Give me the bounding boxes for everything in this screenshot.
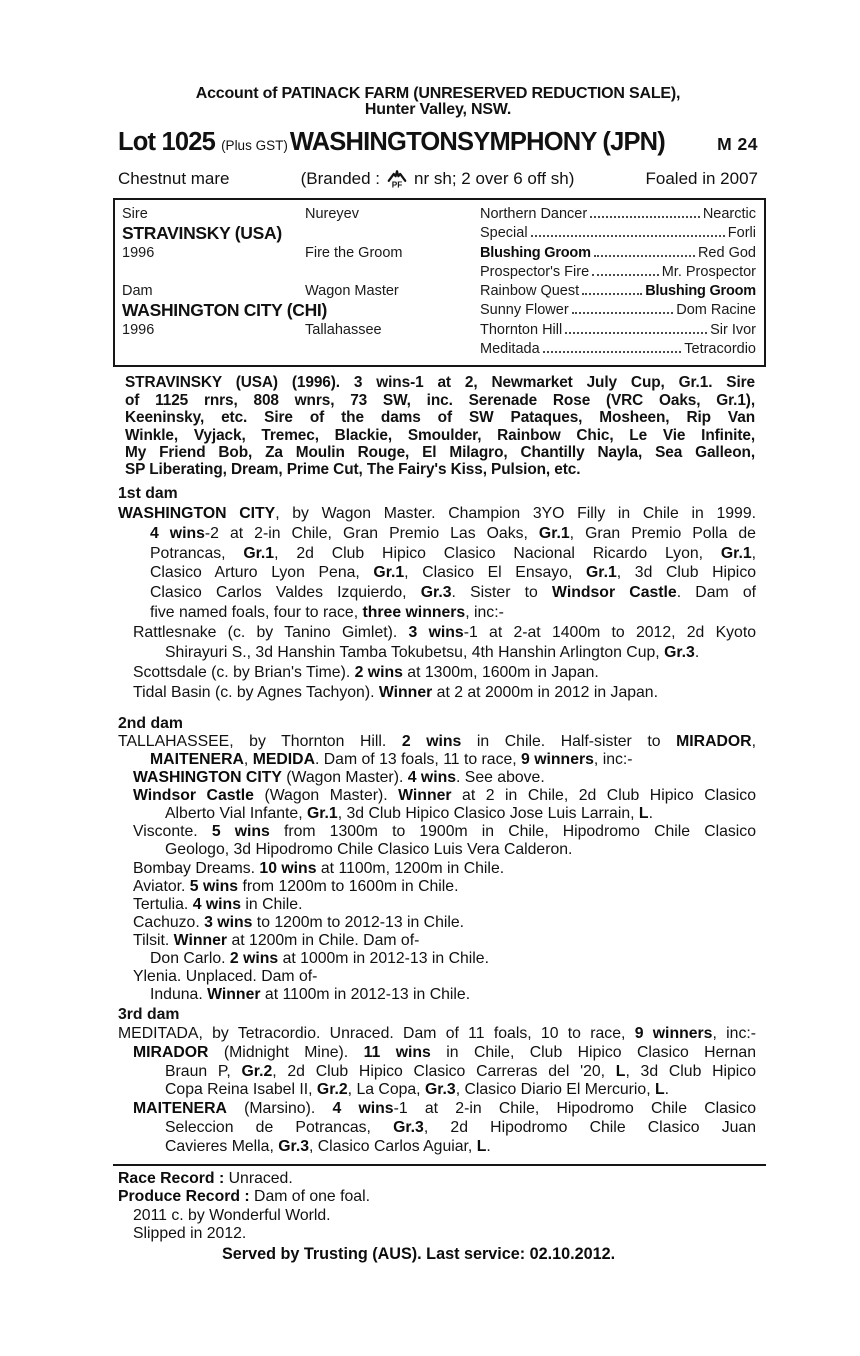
catalogue-page xyxy=(118,86,758,1263)
dot-leader xyxy=(572,312,674,314)
text-line: MAITENERA, MEDIDA. Dam of 13 foals, 11 to race, 9 winners, inc:- xyxy=(150,750,633,768)
text-line: Cavieres Mella, Gr.3, Clasico Carlos Aguiar, L. xyxy=(165,1137,491,1155)
pedigree-ancestor-row xyxy=(475,321,756,340)
ancestor-name: Thornton Hill xyxy=(480,321,563,338)
foaled-year-label: Foaled in 2007 xyxy=(645,169,758,188)
dam-sections xyxy=(118,484,758,1157)
ancestor-name: Nearctic xyxy=(702,206,756,222)
text-line: MEDITADA, by Tetracordio. Unraced. Dam of 11 foals, 10 to race, 9 winners, inc:- xyxy=(118,1025,756,1043)
account-line-2: Hunter Valley, NSW. xyxy=(364,101,512,118)
dam-section xyxy=(118,715,758,1005)
pedigree-label: Dam xyxy=(122,283,153,300)
text-line: 2011 c. by Wonderful World. xyxy=(133,1206,331,1224)
pedigree-parent: Nureyev xyxy=(305,206,359,222)
pedigree-table xyxy=(113,198,766,367)
lot-header xyxy=(118,126,758,162)
pedigree-parent: Fire the Groom xyxy=(305,244,403,261)
text-line: Bombay Dreams. 10 wins at 1100m, 1200m in Chile. xyxy=(133,859,505,877)
text-line: Scottsdale (c. by Brian's Time). 2 wins at 1300m, 1600m in Japan. xyxy=(133,663,599,681)
text-line: Visconte. 5 wins from 1300m to 1900m in Chile, Hipodromo Chile Clasico xyxy=(133,823,756,841)
text-line: SP Liberating, Dream, Prime Cut, The Fairy's Kiss, Pulsion, etc. xyxy=(125,461,581,479)
lot-number: Lot 1025 xyxy=(118,128,216,156)
text-line: Winkle, Vyjack, Tremec, Blackie, Smoulder, Rainbow Chic, Le Vie Infinite, xyxy=(125,426,755,444)
text-line: Clasico Arturo Lyon Pena, Gr.1, Clasico El Ensayo, Gr.1, 3d Club Hipico xyxy=(150,564,757,582)
text-line: Aviator. 5 wins from 1200m to 1600m in Chile. xyxy=(133,877,459,895)
text-line: WASHINGTON CITY, by Wagon Master. Champion 3YO Filly in Chile in 1999. xyxy=(118,504,757,522)
text-line: Don Carlo. 2 wins at 1000m in 2012-13 in Chile. xyxy=(150,950,489,967)
sex-age-code: M 24 xyxy=(717,134,758,154)
text-line: Geologo, 3d Hipodromo Chile Clasico Luis Vera Calderon. xyxy=(165,841,573,859)
pedigree-label: 1996 xyxy=(122,244,155,261)
text-line: of 1125 rnrs, 808 wnrs, 73 SW, inc. Serenade Rose (VRC Oaks, Gr.1), xyxy=(125,391,755,409)
text-line: Shirayuri S., 3d Hanshin Tamba Tokubetsu, 4th Hanshin Arlington Cup, Gr.3. xyxy=(165,644,700,662)
text-line: Copa Reina Isabel II, Gr.2, La Copa, Gr.3, Clasico Diario El Mercurio, L. xyxy=(165,1081,670,1099)
pedigree-grid xyxy=(122,205,756,359)
ancestor-name: Rainbow Quest xyxy=(480,283,580,300)
dam-section xyxy=(118,484,758,703)
text-line: Alberto Vial Infante, Gr.1, 3d Club Hipico Clasico Jose Luis Larrain, L. xyxy=(165,805,653,823)
ancestor-name: Blushing Groom xyxy=(480,244,591,261)
ancestor-name: Special xyxy=(480,225,528,242)
text-line: Served by Trusting (AUS). Last service: 02.10.2012. xyxy=(222,1244,616,1263)
ancestor-name: Sunny Flower xyxy=(480,302,569,319)
horse-name: WASHINGTONSYMPHONY (JPN) xyxy=(289,128,665,156)
ancestor-name: Blushing Groom xyxy=(645,283,756,300)
ancestor-name: Sir Ivor xyxy=(710,321,756,338)
text-line: WASHINGTON CITY (Wagon Master). 4 wins. See above. xyxy=(133,769,545,787)
dot-leader xyxy=(594,255,695,257)
ancestor-name: Tetracordio xyxy=(684,341,756,358)
ancestor-name: Northern Dancer xyxy=(480,206,588,222)
text-line: Windsor Castle (Wagon Master). Winner at 2 in Chile, 2d Club Hipico Clasico xyxy=(133,787,756,805)
text-line: Potrancas, Gr.1, 2d Club Hipico Clasico Nacional Ricardo Lyon, Gr.1, xyxy=(150,544,757,562)
text-line: Clasico Carlos Valdes Izquierdo, Gr.3. Sister to Windsor Castle. Dam of xyxy=(150,584,757,602)
dot-leader xyxy=(543,351,682,353)
pedigree-ancestor-row xyxy=(475,224,756,243)
brand-info xyxy=(301,168,575,190)
ancestor-name: Mr. Prospector xyxy=(661,263,756,280)
dot-leader xyxy=(592,274,659,276)
pedigree-ancestor-row xyxy=(475,340,756,359)
text-line: Braun P, Gr.2, 2d Club Hipico Clasico Carreras del '20, L, 3d Club Hipico xyxy=(165,1062,756,1080)
pedigree-name: WASHINGTON CITY (CHI) xyxy=(122,300,327,321)
text-line: My Friend Bob, Za Moulin Rouge, El Milagro, Chantilly Nayla, Sea Galleon, xyxy=(125,444,755,461)
text-line: five named foals, four to race, three winners, inc:- xyxy=(150,604,504,622)
sire-summary xyxy=(118,374,758,478)
text-line: Ylenia. Unplaced. Dam of- xyxy=(133,968,318,986)
text-line: STRAVINSKY (USA) (1996). 3 wins-1 at 2, Newmarket July Cup, Gr.1. Sire xyxy=(125,374,755,392)
ancestor-name: Dom Racine xyxy=(676,302,756,319)
pedigree-ancestor-row xyxy=(475,263,756,282)
text-line: Tertulia. 4 wins in Chile. xyxy=(133,895,303,913)
gst-note: (Plus GST) xyxy=(221,138,288,153)
ancestor-name: Prospector's Fire xyxy=(480,263,590,280)
race-record-block xyxy=(118,1170,758,1264)
section-heading: 2nd dam xyxy=(118,714,183,732)
ancestor-name: Meditada xyxy=(480,341,540,358)
text-line: TALLAHASSEE, by Thornton Hill. 2 wins in Chile. Half-sister to MIRADOR, xyxy=(118,732,756,750)
text-line: Race Record : Unraced. xyxy=(118,1169,293,1187)
dot-leader xyxy=(531,235,725,237)
dot-leader xyxy=(590,216,700,218)
text-line: MIRADOR (Midnight Mine). 11 wins in Chile, Club Hipico Clasico Hernan xyxy=(133,1043,756,1061)
dot-leader xyxy=(582,293,642,295)
text-line: Produce Record : Dam of one foal. xyxy=(118,1188,370,1206)
account-line-1: Account of PATINACK FARM (UNRESERVED REDUCTION SALE), xyxy=(195,85,681,102)
divider-rule xyxy=(113,1164,766,1166)
pedigree-parent: Wagon Master xyxy=(305,283,399,300)
brand-suffix-label: nr sh; 2 over 6 off sh) xyxy=(414,169,575,188)
text-line: Tidal Basin (c. by Agnes Tachyon). Winner at 2 at 2000m in 2012 in Japan. xyxy=(133,683,658,701)
pedigree-ancestor-row xyxy=(475,244,756,263)
pedigree-parent: Tallahassee xyxy=(305,321,382,338)
text-line: Rattlesnake (c. by Tanino Gimlet). 3 wins-1 at 2-at 1400m to 2012, 2d Kyoto xyxy=(133,624,756,642)
brand-mark-icon xyxy=(385,168,409,190)
text-line: Tilsit. Winner at 1200m in Chile. Dam of- xyxy=(133,931,420,949)
pedigree-label: Sire xyxy=(122,206,148,222)
pedigree-label: 1996 xyxy=(122,321,155,338)
brand-letters: PF xyxy=(391,180,403,190)
text-line: MAITENERA (Marsino). 4 wins-1 at 2-in Chile, Hipodromo Chile Clasico xyxy=(133,1100,757,1118)
pedigree-ancestor-row xyxy=(475,205,756,224)
text-line: Seleccion de Potrancas, Gr.3, 2d Hipodromo Chile Clasico Juan xyxy=(165,1119,757,1137)
section-heading: 3rd dam xyxy=(118,1006,180,1024)
pedigree-ancestor-row xyxy=(475,282,756,301)
dam-section xyxy=(118,1006,758,1156)
pedigree-ancestor-row xyxy=(475,301,756,320)
pedigree-name: STRAVINSKY (USA) xyxy=(122,223,282,244)
text-line: Induna. Winner at 1100m in 2012-13 in Chile. xyxy=(150,986,471,1004)
text-line: Keeninsky, etc. Sire of the dams of SW Pataques, Mosheen, Rip Van xyxy=(125,409,755,427)
text-line: Cachuzo. 3 wins to 1200m to 2012-13 in Chile. xyxy=(133,913,465,931)
text-line: Slipped in 2012. xyxy=(133,1225,247,1243)
ancestor-name: Forli xyxy=(727,225,756,242)
ancestor-name: Red God xyxy=(697,244,756,261)
brand-prefix-label: (Branded : xyxy=(300,169,381,188)
dot-leader xyxy=(565,332,707,334)
colour-sex-label: Chestnut mare xyxy=(118,169,230,188)
section-heading: 1st dam xyxy=(118,484,178,502)
horse-details-row xyxy=(118,166,758,192)
text-line: 4 wins-2 at 2-in Chile, Gran Premio Las Oaks, Gr.1, Gran Premio Polla de xyxy=(150,524,756,542)
